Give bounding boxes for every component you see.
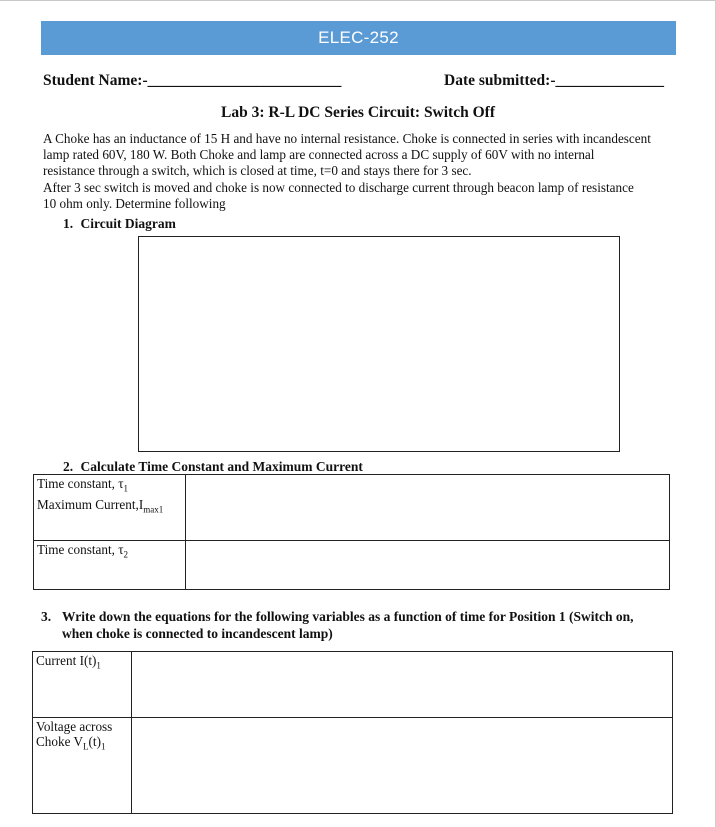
lab-title: Lab 3: R-L DC Series Circuit: Switch Off (221, 104, 495, 121)
date-submitted-field[interactable] (444, 72, 664, 90)
problem-line: lamp rated 60V, 180 W. Both Choke and lamp are connected across a DC supply of 60V with no internal (43, 147, 595, 163)
section-number: 1. (63, 216, 74, 231)
problem-statement (43, 131, 676, 212)
section-title-line: Write down the equations for the following variables as a function of time for Position 1 (Switch on, (62, 609, 634, 624)
row-label-cell (33, 718, 132, 814)
answer-cell[interactable] (186, 541, 670, 590)
circuit-diagram-box[interactable] (138, 236, 620, 452)
table-row (33, 718, 673, 814)
course-header-bar (41, 21, 676, 55)
answer-cell[interactable] (186, 475, 670, 541)
answer-cell[interactable] (132, 718, 673, 814)
section-number: 2. (63, 459, 74, 474)
voltage-label-line: Choke $V_L(t)_1$ (36, 734, 106, 752)
equations-table (32, 651, 673, 814)
date-submitted-label: Date submitted:- (444, 72, 556, 89)
course-code: ELEC-252 (318, 28, 399, 47)
problem-line: After 3 sec switch is moved and choke is now connected to discharge current through beacon lamp of resistance (43, 179, 634, 195)
problem-line: A Choke has an inductance of 15 H and have no internal resistance. Choke is connected in series with incandescent (43, 131, 651, 146)
section-1-heading (63, 215, 176, 232)
time-constant-2-label: Time constant, $\tau_2$ (37, 542, 129, 560)
row-label-cell (34, 541, 186, 590)
date-submitted-blank[interactable]: ______________ (555, 72, 664, 89)
student-name-blank[interactable]: _________________________ (147, 72, 342, 89)
time-constant-1-label: Time constant, $\tau_1$ (37, 476, 129, 494)
table-row (33, 652, 673, 718)
page-top-edge (0, 0, 716, 1)
section-title: Circuit Diagram (80, 216, 176, 231)
section-title: Calculate Time Constant and Maximum Current (80, 459, 363, 474)
answer-cell[interactable] (132, 652, 673, 718)
section-number: 3. (41, 609, 52, 624)
time-constant-table (33, 474, 670, 590)
row-label-cell (33, 652, 132, 718)
row-label-cell (34, 475, 186, 541)
voltage-label-line: Voltage across (36, 719, 113, 734)
current-label: Current $I(t)_1$ (36, 653, 101, 671)
problem-line: 10 ohm only. Determine following (43, 195, 226, 211)
section-2-heading (63, 458, 363, 475)
section-3-heading (41, 608, 681, 642)
table-row (34, 541, 670, 590)
section-title-line: when choke is connected to incandescent lamp) (62, 626, 333, 641)
student-name-label: Student Name:- (43, 72, 148, 89)
table-row (34, 475, 670, 541)
problem-line: resistance through a switch, which is closed at time, t=0 and stays there for 3 sec. (43, 163, 472, 179)
max-current-label: Maximum $Current,I_{max1}$ (37, 496, 164, 515)
student-name-field[interactable] (43, 72, 341, 90)
